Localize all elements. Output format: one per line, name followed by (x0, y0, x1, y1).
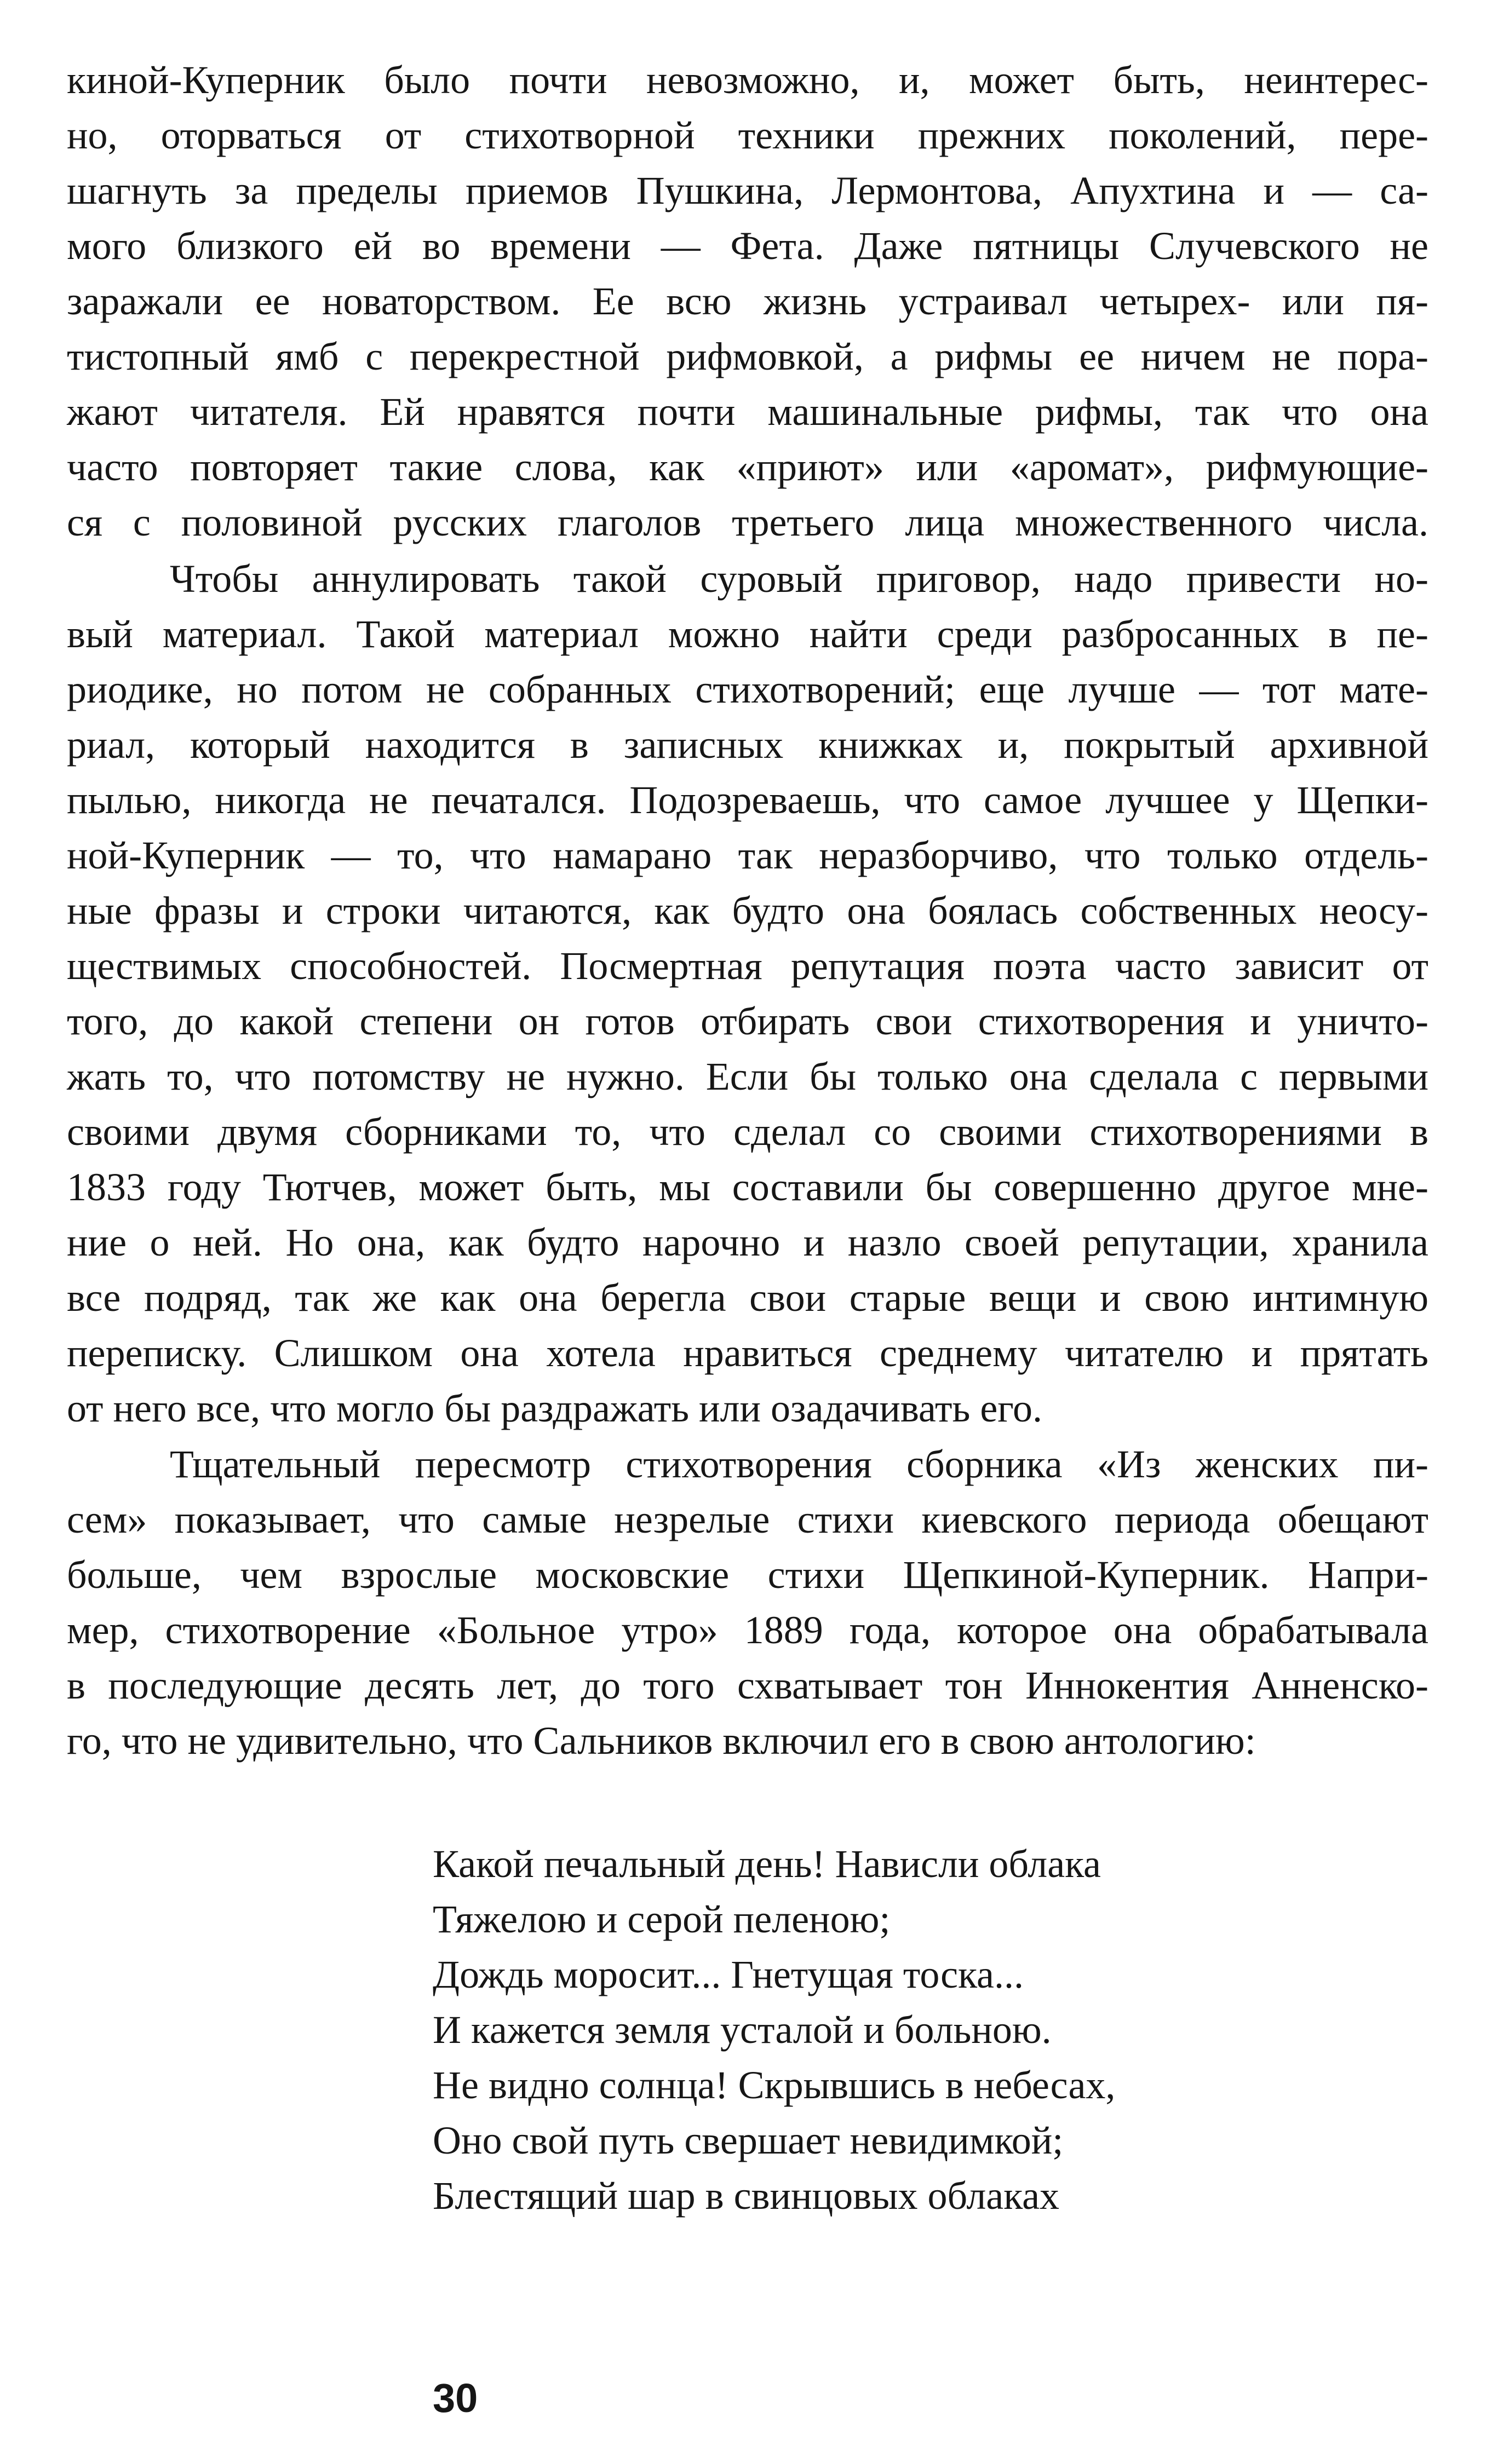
text-line: мого близкого ей во времени — Фета. Даже пятницы Случевского не (67, 224, 1428, 268)
text-line: 1833 году Тютчев, может быть, мы составили бы совершенно другое мне- (67, 1165, 1428, 1209)
poem-line: И кажется земля усталой и больною. (433, 2008, 1052, 2052)
text-line: того, до какой степени он готов отбирать свои стихотворения и уничто- (67, 999, 1428, 1043)
text-line: го, что не удивительно, что Сальников включил его в свою антологию: (67, 1719, 1256, 1763)
text-line: ные фразы и строки читаются, как будто она боялась собственных неосу- (67, 889, 1428, 932)
text-line: шагнуть за пределы приемов Пушкина, Лермонтова, Апухтина и — са- (67, 169, 1428, 212)
text-line: переписку. Слишком она хотела нравиться среднему читателю и прятать (67, 1331, 1428, 1375)
text-line: мер, стихотворение «Больное утро» 1889 года, которое она обрабатывала (67, 1608, 1428, 1652)
text-line: но, оторваться от стихотворной техники прежних поколений, пере- (67, 113, 1428, 157)
text-line: риал, который находится в записных книжках и, покрытый архивной (67, 723, 1428, 767)
text-line: больше, чем взрослые московские стихи Щепкиной-Куперник. Напри- (67, 1553, 1428, 1597)
text-line: ной-Куперник — то, что намарано так неразборчиво, что только отдель- (67, 833, 1428, 877)
text-line: ществимых способностей. Посмертная репутация поэта часто зависит от (67, 944, 1428, 988)
paragraph-2 (67, 551, 1428, 1436)
text-line: в последующие десять лет, до того схватывает тон Иннокентия Анненско- (67, 1663, 1428, 1707)
poem-line: Оно свой путь свершает невидимкой; (433, 2118, 1064, 2162)
text-line: риодике, но потом не собранных стихотворений; еще лучше — тот мате- (67, 667, 1428, 711)
text-line: часто повторяет такие слова, как «приют» или «аромат», рифмующие- (67, 445, 1428, 489)
text-line: все подряд, так же как она берегла свои старые вещи и свою интимную (67, 1276, 1428, 1320)
text-line: тистопный ямб с перекрестной рифмовкой, а рифмы ее ничем не пора- (67, 335, 1428, 378)
text-line: Тщательный пересмотр стихотворения сборника «Из женских пи- (170, 1442, 1428, 1486)
text-line: пылью, никогда не печатался. Подозреваешь, что самое лучшее у Щепки- (67, 778, 1428, 822)
poem-line: Не видно солнца! Скрывшись в небесах, (433, 2063, 1116, 2107)
poem-line: Какой печальный день! Нависли облака (433, 1842, 1101, 1886)
text-line: своими двумя сборниками то, что сделал со своими стихотворениями в (67, 1110, 1428, 1154)
text-line: сем» показывает, что самые незрелые стихи киевского периода обещают (67, 1498, 1428, 1541)
poem-line: Блестящий шар в свинцовых облаках (433, 2174, 1060, 2218)
poem-line: Дождь моросит... Гнетущая тоска... (433, 1953, 1024, 1996)
text-line: жают читателя. Ей нравятся почти машинальные рифмы, так что она (67, 390, 1428, 434)
poem-line: Тяжелою и серой пеленою; (433, 1897, 891, 1941)
paragraph-1 (67, 53, 1428, 550)
text-line: жать то, что потомству не нужно. Если бы только она сделала с первыми (67, 1055, 1428, 1098)
poem-quote (433, 1837, 1309, 2224)
text-line: заражали ее новаторством. Ее всю жизнь устраивал четырех- или пя- (67, 279, 1428, 323)
text-line: ся с половиной русских глаголов третьего лица множественного числа. (67, 500, 1428, 544)
text-line: от него все, что могло бы раздражать или озадачивать его. (67, 1386, 1043, 1430)
text-line: вый материал. Такой материал можно найти среди разбросанных в пе- (67, 612, 1428, 656)
page-number: 30 (433, 2375, 478, 2421)
text-line: Чтобы аннулировать такой суровый приговор, надо привести но- (170, 557, 1428, 601)
text-line: ние о ней. Но она, как будто нарочно и назло своей репутации, хранила (67, 1221, 1428, 1264)
text-line: киной-Куперник было почти невозможно, и, может быть, неинтерес- (67, 58, 1428, 102)
paragraph-3 (67, 1437, 1428, 1769)
